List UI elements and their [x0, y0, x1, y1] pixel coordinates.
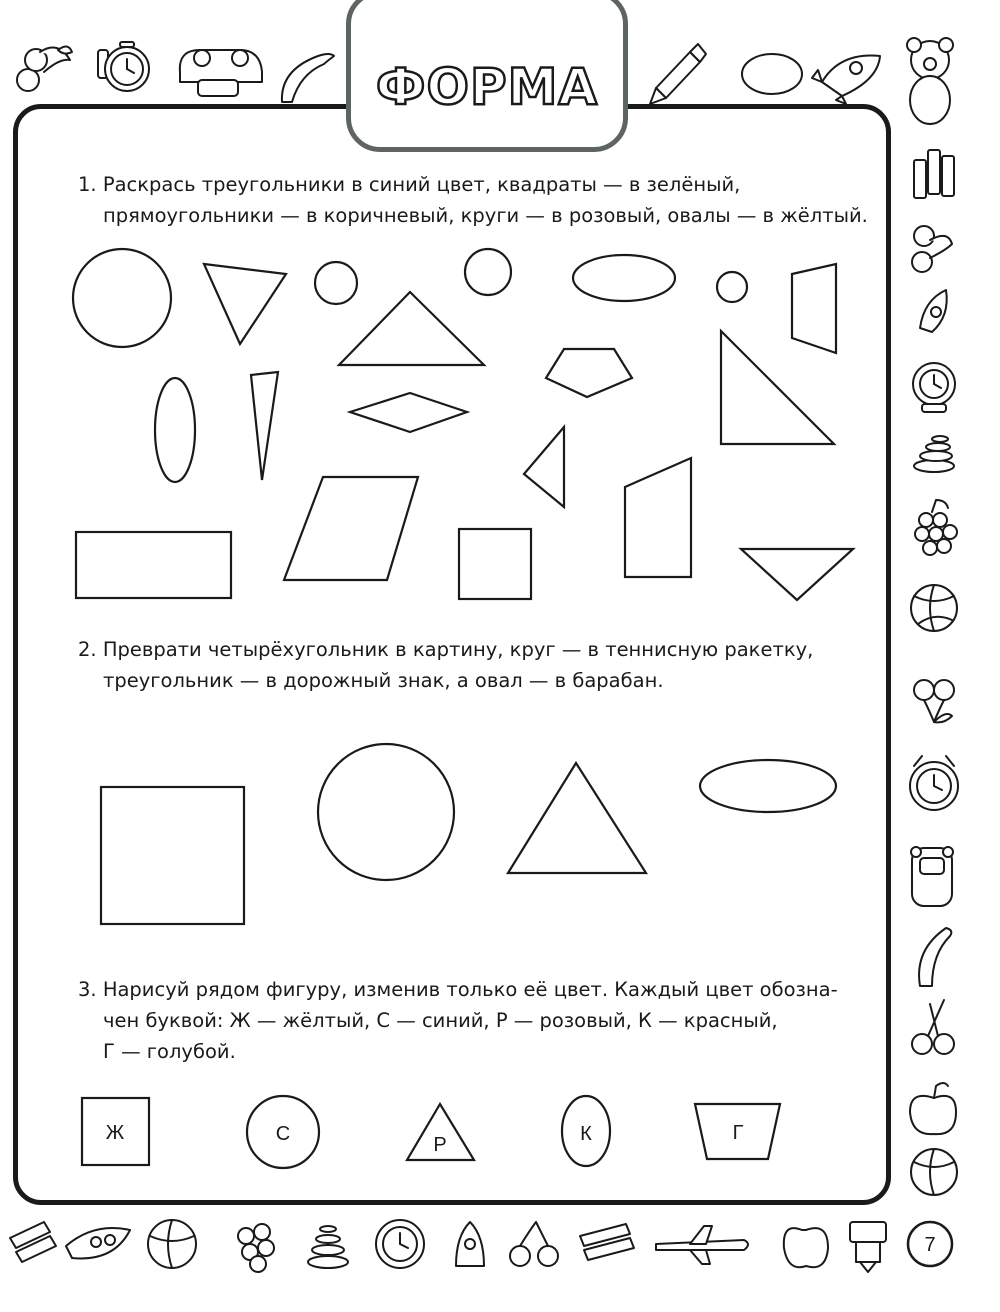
letter-label: С: [275, 1123, 291, 1145]
letter-label: Р: [433, 1134, 447, 1156]
circle-shape[interactable]: [73, 249, 171, 347]
page-title: ФОРМА: [375, 58, 599, 116]
triangle-shape[interactable]: [741, 549, 853, 600]
pentagon-shape[interactable]: [546, 349, 632, 397]
crayon-icon: [650, 44, 706, 104]
rocket-icon: [812, 56, 880, 104]
banana-icon: [282, 54, 334, 102]
triangle-shape[interactable]: [339, 292, 484, 365]
task-1-shapes: [73, 249, 853, 600]
letter-label: Г: [732, 1122, 744, 1144]
oval-shape[interactable]: [573, 255, 675, 301]
scissors-icon: [912, 1000, 954, 1054]
task-1-line-2: прямоугольники — в коричневый, круги — в розовый, овалы — в жёлтый.: [103, 204, 868, 227]
top-icon-strip: [17, 38, 953, 124]
task-2-shapes: [101, 744, 836, 924]
cherry-icon: [17, 46, 72, 91]
task-1-number: 1.: [78, 173, 97, 196]
task-3-number: 3.: [78, 978, 97, 1001]
airplane-icon: [656, 1226, 748, 1264]
crayons-icon: [914, 150, 954, 198]
page-number: 7: [924, 1234, 936, 1256]
right-icon-strip: [910, 150, 958, 1195]
banana-icon: [919, 928, 951, 986]
rocket-icon: [456, 1222, 484, 1266]
task-3-shapes: [82, 1096, 780, 1168]
task-2-number: 2.: [78, 638, 97, 661]
square-shape[interactable]: [459, 529, 531, 599]
circle-shape[interactable]: [465, 249, 511, 295]
trapezoid-shape[interactable]: [625, 458, 691, 577]
alarm-clock-icon: [98, 42, 149, 91]
triangle-shape[interactable]: [508, 763, 646, 873]
cherry-icon: [510, 1222, 558, 1266]
triangle-shape[interactable]: [251, 372, 278, 480]
circle-shape[interactable]: [318, 744, 454, 880]
rocket-icon: [920, 290, 947, 332]
alarm-clock-icon: [376, 1220, 424, 1268]
alarm-clock-icon: [913, 363, 955, 412]
task-3-line-1: Нарисуй рядом фигуру, изменив только её цвет. Каждый цвет обозна-: [102, 978, 838, 1001]
cherry-icon: [912, 226, 952, 272]
toy-car-icon: [911, 847, 953, 906]
ball-icon: [911, 585, 957, 631]
alarm-clock-icon: [910, 756, 958, 810]
grapes-icon: [915, 500, 957, 555]
letter-label: Ж: [105, 1122, 125, 1144]
circle-shape[interactable]: [315, 262, 357, 304]
apple-icon: [784, 1228, 828, 1267]
pyramid-toy-icon: [914, 436, 954, 472]
triangle-shape[interactable]: [721, 331, 834, 444]
bottom-icon-strip: [10, 1220, 886, 1272]
task-2-line-2: треугольник — в дорожный знак, а овал — в барабан.: [103, 669, 664, 692]
rhombus-shape[interactable]: [350, 393, 467, 432]
ball-icon: [148, 1220, 196, 1268]
letter-label: К: [580, 1123, 592, 1145]
triangle-shape[interactable]: [524, 427, 564, 507]
parallelogram-shape[interactable]: [284, 477, 418, 580]
apple-icon: [910, 1083, 956, 1134]
trapezoid-shape[interactable]: [792, 264, 836, 353]
crayons-icon: [580, 1224, 634, 1260]
oval-shape[interactable]: [700, 760, 836, 812]
teddy-bear-icon: [907, 38, 953, 124]
grapes-icon: [238, 1224, 274, 1272]
task-2-line-1: Преврати четырёхугольник в картину, круг — в теннисную ракетку,: [102, 638, 814, 661]
circle-shape[interactable]: [717, 272, 747, 302]
triangle-shape[interactable]: [204, 264, 286, 344]
rectangle-shape[interactable]: [76, 532, 231, 598]
pyramid-toy-icon: [308, 1226, 348, 1268]
oval-shape[interactable]: [155, 378, 195, 482]
task-3-line-2: чен буквой: Ж — жёлтый, С — синий, Р — розовый, К — красный,: [103, 1009, 778, 1032]
crayons-icon: [10, 1222, 56, 1262]
robot-icon: [850, 1222, 886, 1272]
task-3-line-3: Г — голубой.: [103, 1040, 236, 1063]
rocket-icon: [66, 1228, 130, 1258]
square-shape[interactable]: [101, 787, 244, 924]
toy-car-icon: [180, 50, 262, 96]
ball-icon: [911, 1149, 957, 1195]
cherry-icon: [914, 680, 954, 722]
lemon-icon: [742, 54, 802, 94]
task-1-line-1: Раскрась треугольники в синий цвет, квадраты — в зелёный,: [102, 173, 741, 196]
